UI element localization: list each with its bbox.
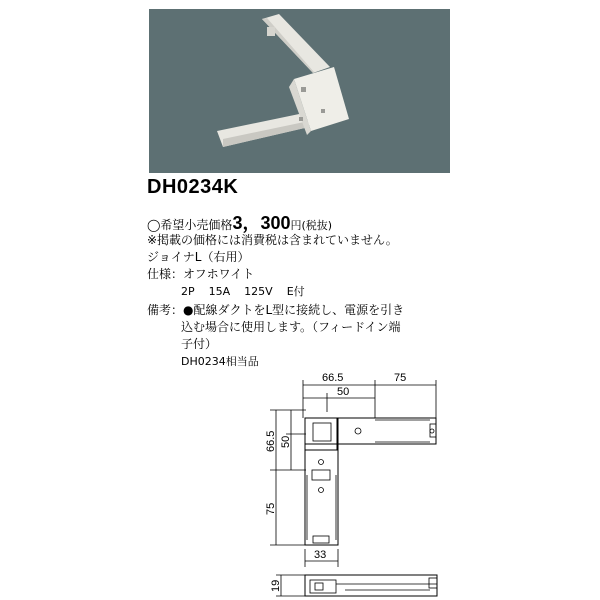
spec-current: 15A [208,285,231,298]
dim-left-lower: 75 [265,502,277,515]
dim-side-height: 19 [270,579,282,592]
price-unit: 円 [290,219,302,232]
dim-top-inner: 50 [337,386,350,398]
model-number: DH0234K [147,176,239,198]
price-tax: (税抜) [301,219,333,232]
price-prefix: ◯希望小売価格 [147,218,233,232]
note-line-3: 子付） [181,337,218,351]
price-value: 3，300 [232,213,291,233]
dim-left-outer: 66.5 [265,430,277,452]
spec-label: 仕様： [147,267,184,281]
tax-note: ※掲載の価格には消費税は含まれていません。 [147,233,398,247]
spec-earth: E付 [286,285,305,298]
spec-poles: 2P [181,285,195,298]
spec-voltage: 125V [244,285,273,298]
note-line-2: 込む場合に使用します。（フィードイン端 [181,320,401,334]
dim-bottom-width: 33 [314,549,327,561]
dim-top-left: 66.5 [322,372,344,384]
equivalent-product: DH0234相当品 [181,355,259,368]
dim-top-right: 75 [394,372,407,384]
note-label: 備考： [147,303,184,317]
product-name: ジョイナL（右用） [147,250,250,264]
note-line-1: ●配線ダクトをL型に接続し、電源を引き [183,303,405,317]
dim-left-inner: 50 [280,435,292,448]
spec-color: オフホワイト [183,267,255,281]
